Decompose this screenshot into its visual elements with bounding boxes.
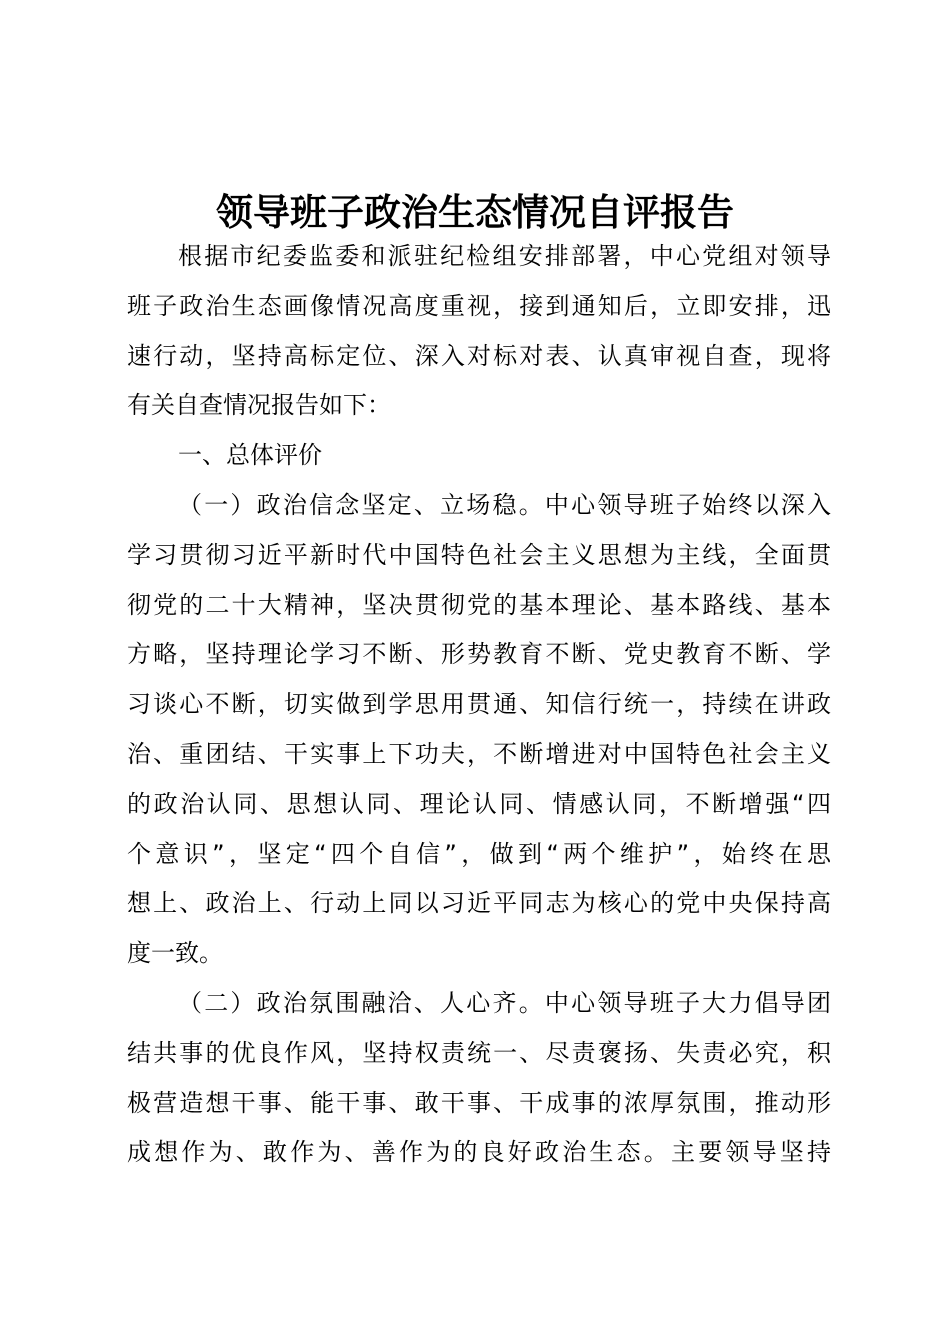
- text-line: 的政治认同、思想认同、理论认同、情感认同，不断增强“四: [127, 789, 831, 818]
- text-line: （一）政治信念坚定、立场稳。中心领导班子始终以深入: [178, 490, 831, 519]
- paragraph: [127, 481, 831, 979]
- text-line: 个意识”，坚定“四个自信”，做到“两个维护”，始终在思: [127, 839, 831, 868]
- text-line: 结共事的优良作风，坚持权责统一、尽责褒扬、失责必究，积: [127, 1038, 831, 1067]
- paragraph: [127, 232, 831, 431]
- text-line: 有关自查情况报告如下：: [127, 391, 391, 420]
- text-line: 极营造想干事、能干事、敢干事、干成事的浓厚氛围，推动形: [127, 1088, 831, 1117]
- text-line: 学习贯彻习近平新时代中国特色社会主义思想为主线，全面贯: [127, 540, 831, 569]
- text-line: （二）政治氛围融洽、人心齐。中心领导班子大力倡导团: [178, 988, 831, 1017]
- text-line: 治、重团结、干实事上下功夫，不断增进对中国特色社会主义: [127, 739, 831, 768]
- text-line: 彻党的二十大精神，坚决贯彻党的基本理论、基本路线、基本: [127, 590, 831, 619]
- document-title: 领导班子政治生态情况自评报告: [216, 190, 734, 234]
- text-line: 习谈心不断，切实做到学思用贯通、知信行统一，持续在讲政: [127, 690, 831, 719]
- text-line: 成想作为、敢作为、善作为的良好政治生态。主要领导坚持: [127, 1138, 831, 1167]
- text-line: 方略，坚持理论学习不断、形势教育不断、党史教育不断、学: [127, 640, 831, 669]
- paragraph: [127, 431, 831, 481]
- text-line: 速行动，坚持高标定位、深入对标对表、认真审视自查，现将: [127, 341, 831, 370]
- text-line: 一、总体评价: [178, 441, 322, 470]
- text-line: 根据市纪委监委和派驻纪检组安排部署，中心党组对领导: [178, 242, 831, 270]
- text-line: 度一致。: [127, 939, 223, 968]
- text-line: 班子政治生态画像情况高度重视，接到通知后，立即安排，迅: [127, 291, 831, 320]
- text-line: 想上、政治上、行动上同以习近平同志为核心的党中央保持高: [127, 889, 831, 918]
- paragraph: [127, 979, 831, 1178]
- document-body: [127, 232, 831, 1178]
